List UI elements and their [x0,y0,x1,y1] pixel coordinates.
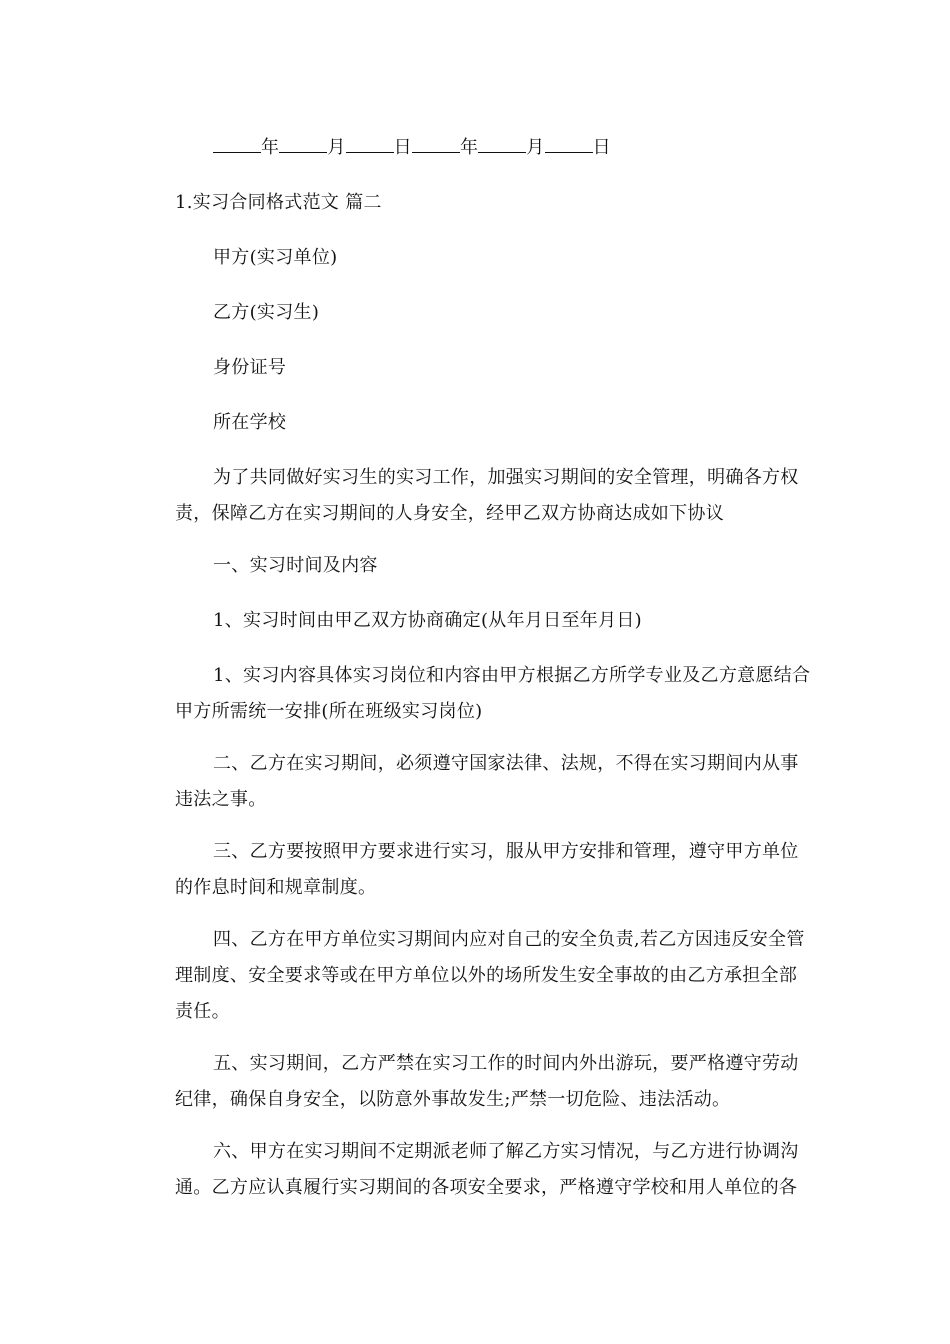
date-blank[interactable] [478,132,526,153]
paragraph-5: 五、实习期间，乙方严禁在实习工作的时间内外出游玩，要严格遵守劳动纪律，确保自身安全，以防意外事故发生;严禁一切危险、违法活动。 [175,1053,799,1110]
date-blank[interactable] [412,132,460,153]
paragraph-6: 六、甲方在实习期间不定期派老师了解乙方实习情况，与乙方进行协调沟通。乙方应认真履行实习期间的各项安全要求，严格遵守学校和用人单位的各 [175,1141,799,1198]
date-blank[interactable] [545,132,593,153]
paragraph-1-1: 1、实习时间由甲乙双方协商确定(从年月日至年月日) [213,610,642,631]
paragraph-2: 二、乙方在实习期间，必须遵守国家法律、法规，不得在实习期间内从事违法之事。 [175,753,799,810]
date-blank[interactable] [279,132,327,153]
date-month-label: 月 [327,137,346,158]
id-number-label: 身份证号 [213,357,287,378]
date-blank[interactable] [213,132,261,153]
date-year-label: 年 [459,137,479,158]
date-line [213,130,611,166]
paragraph-3: 三、乙方要按照甲方要求进行实习，服从甲方安排和管理，遵守甲方单位的作息时间和规章制度。 [175,841,799,898]
school-label: 所在学校 [213,412,287,433]
paragraph-heading-1: 一、实习时间及内容 [213,555,378,576]
party-b-label: 乙方(实习生) [213,302,320,323]
date-day-label: 日 [592,137,611,158]
party-a-label: 甲方(实习单位) [213,247,338,268]
date-year-label: 年 [261,137,280,158]
paragraph-intro: 为了共同做好实习生的实习工作，加强实习期间的安全管理，明确各方权责，保障乙方在实习期间的人身安全，经甲乙双方协商达成如下协议 [175,467,799,524]
date-month-label: 月 [526,137,545,158]
paragraph-1-2: 1、实习内容具体实习岗位和内容由甲方根据乙方所学专业及乙方意愿结合甲方所需统一安排(所在班级实习岗位) [175,665,811,722]
section-title: 1.实习合同格式范文 篇二 [175,192,382,213]
paragraph-4: 四、乙方在甲方单位实习期间内应对自己的安全负责,若乙方因违反安全管理制度、安全要求等或在甲方单位以外的场所发生安全事故的由乙方承担全部责任。 [175,929,805,1022]
date-day-label: 日 [393,137,412,158]
date-blank[interactable] [346,132,394,153]
